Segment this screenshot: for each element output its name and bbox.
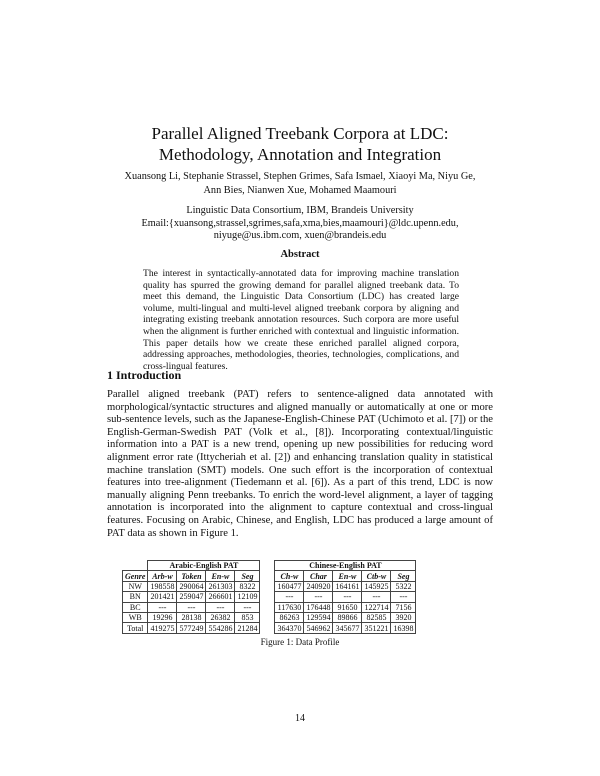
table-cell: --- bbox=[206, 602, 235, 612]
col-header: Ctb-w bbox=[362, 571, 391, 581]
table-cell: Total bbox=[123, 623, 148, 633]
col-header: Genre bbox=[123, 571, 148, 581]
col-header: Seg bbox=[391, 571, 416, 581]
table-cell: 266601 bbox=[206, 592, 235, 602]
table-row bbox=[123, 602, 416, 612]
table-cell: 160477 bbox=[275, 581, 304, 591]
abstract-heading: Abstract bbox=[280, 249, 320, 260]
intro-paragraph: Parallel aligned treebank (PAT) refers to sentence-aligned data annotated with morphological/syntactic structures and aligned manually or automatically at one or more sub-sentence levels, such as the Japanese-English-Chinese PAT (Uchimoto et al. [7]) or the English-German-Swedish PAT (Volk et al., [8]). Incorporating contextual/linguistic information into a PAT is a new trend, opening up new possibilities for reducing word alignment error rate (Ittycheriah et al. [2]) and enhancing translation quality in statistical machine translation (SMT) models. One such effort is the incorporation of contextual features into tree-alignment (Tiedemann et al. [6]). As a part of this trend, LDC is now manually aligning Penn treebanks. To enrich the word-level alignment, a layer of tagging annotation is incorporated into the alignment to capture contextual and cross-lingual features. Focusing on Arabic, Chinese, and English, LDC has produced a large amount of PAT data as shown in Figure 1. bbox=[107, 389, 493, 539]
paper-title bbox=[60, 123, 540, 165]
table-cell: 198558 bbox=[148, 581, 177, 591]
table-cell: --- bbox=[177, 602, 206, 612]
page-number: 14 bbox=[295, 713, 305, 724]
col-header: Char bbox=[304, 571, 333, 581]
affiliation-line-2: Email:{xuansong,strassel,sgrimes,safa,xma,bies,maamouri}@ldc.upenn.edu, bbox=[141, 217, 459, 229]
table-cell: 419275 bbox=[148, 623, 177, 633]
col-header: Token bbox=[177, 571, 206, 581]
table-cell: 21284 bbox=[235, 623, 260, 633]
table-cell: 290064 bbox=[177, 581, 206, 591]
table-cell: 176448 bbox=[304, 602, 333, 612]
table-cell: BN bbox=[123, 592, 148, 602]
table-cell: --- bbox=[235, 602, 260, 612]
table-row bbox=[123, 592, 416, 602]
table-header-row bbox=[123, 571, 416, 581]
table-cell: 577249 bbox=[177, 623, 206, 633]
table-cell: 8322 bbox=[235, 581, 260, 591]
title-line-1: Parallel Aligned Treebank Corpora at LDC: bbox=[151, 124, 449, 143]
table-cell: 122714 bbox=[362, 602, 391, 612]
section-heading: 1 Introduction bbox=[107, 368, 182, 382]
table-cell: 259047 bbox=[177, 592, 206, 602]
table-cell: 201421 bbox=[148, 592, 177, 602]
col-header: Ch-w bbox=[275, 571, 304, 581]
table-group-header-row bbox=[123, 561, 416, 571]
affiliations bbox=[110, 205, 490, 243]
table-cell: 364370 bbox=[275, 623, 304, 633]
table-cell: 91650 bbox=[333, 602, 362, 612]
chinese-english-group-header: Chinese-English PAT bbox=[275, 561, 416, 571]
col-header: Seg bbox=[235, 571, 260, 581]
table-cell: 82585 bbox=[362, 612, 391, 622]
table-cell: --- bbox=[391, 592, 416, 602]
table-cell: 3920 bbox=[391, 612, 416, 622]
affiliation-line-3: niyuge@us.ibm.com, xuen@brandeis.edu bbox=[213, 230, 387, 241]
table-cell: 345677 bbox=[333, 623, 362, 633]
table-cell: NW bbox=[123, 581, 148, 591]
title-line-2: Methodology, Annotation and Integration bbox=[158, 145, 442, 164]
table-cell: 7156 bbox=[391, 602, 416, 612]
table-row bbox=[123, 623, 416, 633]
author-list bbox=[110, 170, 490, 198]
table-cell: 16398 bbox=[391, 623, 416, 633]
col-header: En-w bbox=[206, 571, 235, 581]
authors-line-2: Ann Bies, Nianwen Xue, Mohamed Maamouri bbox=[203, 185, 397, 196]
figure-caption: Figure 1: Data Profile bbox=[260, 637, 340, 647]
table-cell: --- bbox=[275, 592, 304, 602]
table-cell: 351221 bbox=[362, 623, 391, 633]
table-cell: 129594 bbox=[304, 612, 333, 622]
abstract-text: The interest in syntactically-annotated data for improving machine translation quality has spurred the growing demand for parallel aligned treebank data. To meet this demand, the Linguistic Data Consortium (LDC) has created large volume, multi-lingual and multi-level aligned treebank corpora by aligning and integrating existing treebank annotation resources. Such corpora are more useful when the alignment is further enriched with contextual and linguistic information. This paper details how we create these enriched parallel aligned corpora, addressing approaches, methodologies, theories, technologies, complications, and cross-lingual features. bbox=[143, 268, 459, 372]
table-cell: 261303 bbox=[206, 581, 235, 591]
table-cell: 164161 bbox=[333, 581, 362, 591]
col-header: En-w bbox=[333, 571, 362, 581]
table-cell: 145925 bbox=[362, 581, 391, 591]
data-profile-table bbox=[122, 560, 416, 634]
table-cell: 12109 bbox=[235, 592, 260, 602]
table-cell: 546962 bbox=[304, 623, 333, 633]
authors-line-1: Xuansong Li, Stephanie Strassel, Stephen Grimes, Safa Ismael, Xiaoyi Ma, Niyu Ge, bbox=[124, 171, 476, 182]
table-cell: 19296 bbox=[148, 612, 177, 622]
table-cell: 28138 bbox=[177, 612, 206, 622]
col-header: Arb-w bbox=[148, 571, 177, 581]
table-cell: 86263 bbox=[275, 612, 304, 622]
table-cell: 240920 bbox=[304, 581, 333, 591]
table-cell: --- bbox=[148, 602, 177, 612]
table-row bbox=[123, 612, 416, 622]
table-cell: WB bbox=[123, 612, 148, 622]
table-cell: 5322 bbox=[391, 581, 416, 591]
table-cell: --- bbox=[333, 592, 362, 602]
table-cell: 89866 bbox=[333, 612, 362, 622]
arabic-english-group-header: Arabic-English PAT bbox=[148, 561, 260, 571]
table-cell: 117630 bbox=[275, 602, 304, 612]
table-cell: 26382 bbox=[206, 612, 235, 622]
affiliation-line-1: Linguistic Data Consortium, IBM, Brandeis University bbox=[186, 205, 414, 216]
table-cell: --- bbox=[304, 592, 333, 602]
table-cell: 554286 bbox=[206, 623, 235, 633]
table-cell: BC bbox=[123, 602, 148, 612]
table-cell: 853 bbox=[235, 612, 260, 622]
table-cell: --- bbox=[362, 592, 391, 602]
table-row bbox=[123, 581, 416, 591]
